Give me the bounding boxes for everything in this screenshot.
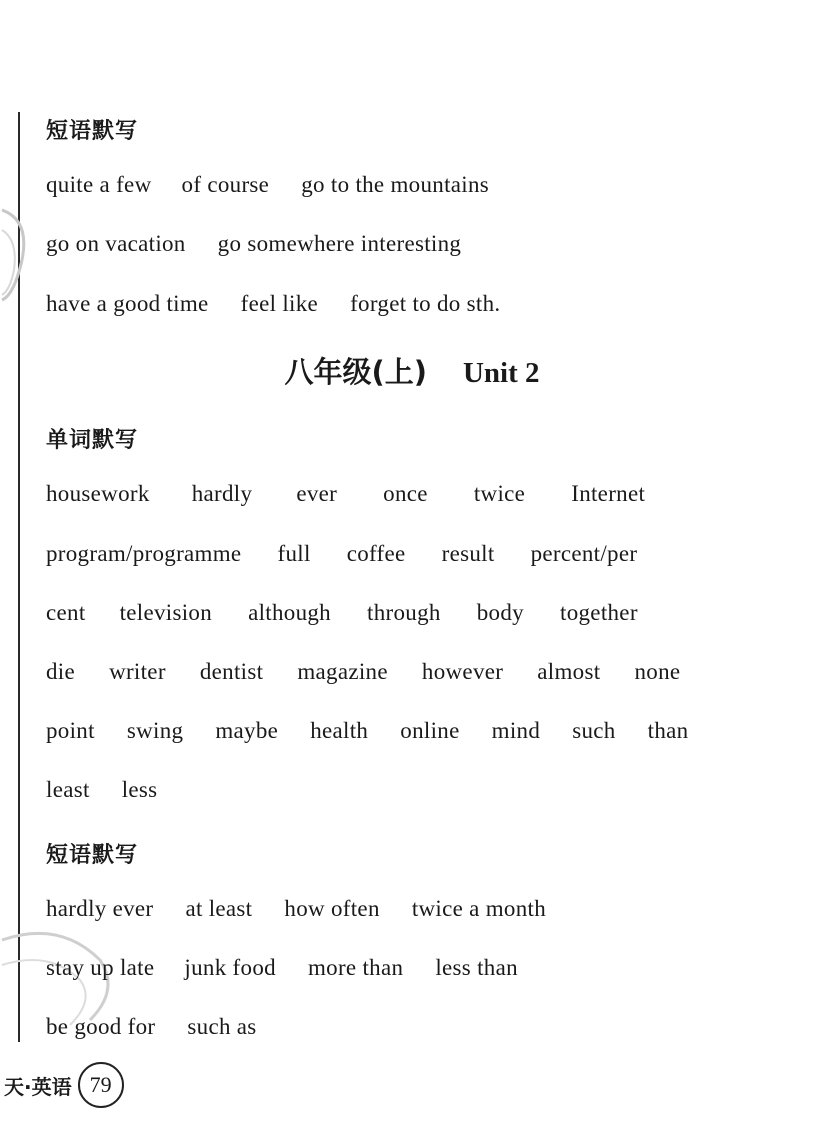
word-item: health (310, 718, 369, 743)
word-item: housework (46, 481, 150, 506)
phrase-item: go on vacation (46, 231, 186, 256)
word-item: maybe (215, 718, 279, 743)
word-line-5 (46, 718, 688, 744)
phrase-item: quite a few (46, 172, 152, 197)
word-line-3 (46, 600, 638, 626)
word-item: percent/per (530, 541, 638, 566)
word-item: dentist (199, 659, 264, 684)
phrase-item: have a good time (46, 291, 209, 316)
phrase-item: at least (185, 896, 253, 921)
word-item: ever (296, 481, 338, 506)
word-line-4 (46, 659, 680, 685)
word-line-6 (46, 777, 157, 803)
page-edge-swirl-top-icon (0, 200, 40, 310)
unit-name: Unit 2 (462, 357, 540, 389)
word-line-1 (46, 481, 645, 507)
word-item: almost (537, 659, 601, 684)
word-item: online (400, 718, 460, 743)
word-item: such (572, 718, 616, 743)
phrase-item: junk food (184, 955, 276, 980)
word-item: together (560, 600, 638, 625)
word-item: writer (109, 659, 166, 684)
section-heading-phrases-1: 短语默写 (46, 119, 139, 144)
phrase-item: feel like (240, 291, 319, 316)
word-item: although (248, 600, 331, 625)
phrase-item: go to the mountains (301, 172, 490, 197)
word-item: mind (491, 718, 541, 743)
unit-title (0, 350, 824, 391)
word-item: program/programme (46, 541, 242, 566)
phrase-line-5 (46, 955, 518, 981)
phrase-line-6 (46, 1014, 257, 1040)
phrase-item: forget to do sth. (350, 291, 501, 316)
phrase-item: less than (435, 955, 518, 980)
unit-grade: 八年级(上) (284, 355, 427, 389)
phrase-item: how often (284, 896, 380, 921)
phrase-item: more than (307, 955, 404, 980)
page-footer (0, 1055, 150, 1115)
word-item: twice (473, 481, 526, 506)
word-item: least (46, 777, 90, 802)
page-number-badge: 79 (78, 1062, 124, 1108)
phrase-item: twice a month (411, 896, 547, 921)
phrase-item: of course (181, 172, 270, 197)
phrase-line-2 (46, 231, 461, 257)
phrase-item: be good for (46, 1014, 156, 1039)
word-item: television (119, 600, 213, 625)
word-item: however (421, 659, 504, 684)
word-item: once (383, 481, 428, 506)
section-heading-words: 单词默写 (46, 428, 139, 453)
word-item: than (647, 718, 689, 743)
word-item: body (476, 600, 524, 625)
word-item: none (634, 659, 681, 684)
word-item: hardly (191, 481, 253, 506)
word-item: result (441, 541, 495, 566)
phrase-line-1 (46, 172, 489, 198)
word-item: magazine (297, 659, 388, 684)
section-heading-phrases-2: 短语默写 (46, 843, 139, 868)
phrase-item: such as (187, 1014, 257, 1039)
word-item: less (121, 777, 158, 802)
phrase-item: hardly ever (46, 896, 154, 921)
word-item: full (277, 541, 311, 566)
phrase-line-4 (46, 896, 546, 922)
word-item: swing (126, 718, 184, 743)
word-item: through (367, 600, 441, 625)
word-item: point (46, 718, 95, 743)
word-line-2 (46, 541, 637, 567)
word-item: coffee (346, 541, 406, 566)
word-item: Internet (571, 481, 646, 506)
footer-label: 天·英语 (4, 1074, 72, 1099)
phrase-item: stay up late (46, 955, 155, 980)
phrase-item: go somewhere interesting (217, 231, 462, 256)
phrase-line-3 (46, 291, 500, 317)
word-item: cent (46, 600, 86, 625)
word-item: die (46, 659, 75, 684)
